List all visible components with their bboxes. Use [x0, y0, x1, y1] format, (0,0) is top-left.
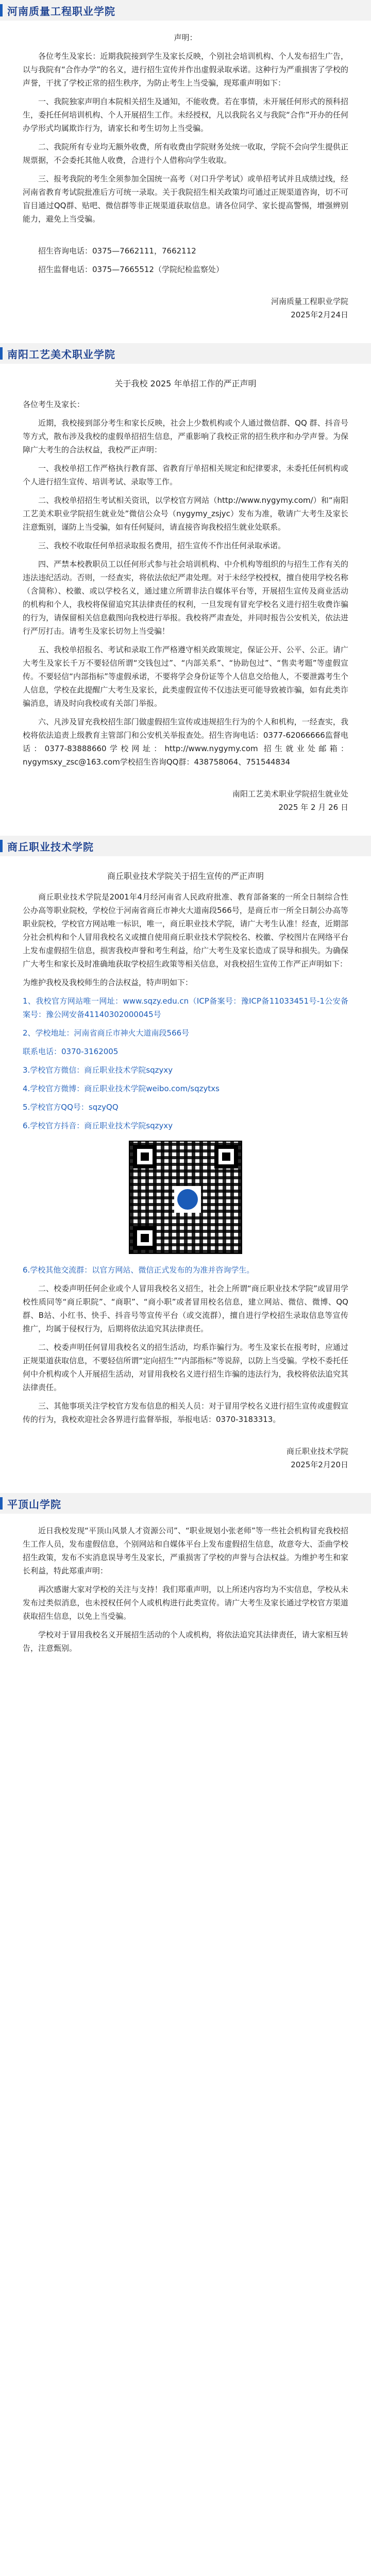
clause-1: 一、我校单招工作严格执行教育部、省教育厅单招相关规定和纪律要求，未委托任何机构或个人进行招生宣传、培训考试、录取等工作。	[23, 464, 348, 486]
clause-1: 二、校委声明任何企业或个人冒用我校名义招生，社会上所谓“商丘职业技术学院”或冒用学校性质同等“商丘职院”、“商职”、“商小职”或者冒用校名信息，建立网站、微信、微博、QQ群、B站、小红书、快手、抖音号等宣传平台（或交流群），擅自进行学校招生录取信息等宣传推广，均属于侵权行为，后期将依法追究其法律责任。	[23, 1284, 348, 1333]
intro-paragraph: 近期，我校接到部分考生和家长反映，社会上少数机构或个人通过微信群、QQ 群、抖音号等方式，散布涉及我校的虚假单招招生信息，严重影响了我校正常的招生秩序和办学声誉。为保障广大考生的合法权益，我校严正声明：	[23, 418, 348, 454]
clause-3: 三、其他事项关注学校官方发布信息的相关人员：对于冒用学校名义进行招生宣传或虚假宣传的行为，我校欢迎社会各界进行监督举报，举报电话：0370-3183313。	[23, 1401, 348, 1424]
sign-date: 2025年2月24日	[291, 310, 348, 319]
clause-2: 二、我院所有专业均无额外收费，所有收费由学院财务处统一收取，学院不会向学生提供正规票据，不会委托其他人收费，合进行个人借称向学生收取。	[23, 142, 348, 165]
clause-1: 一、我院独家声明自本院相关招生及通知，不能收费。若在事情，未开展任何形式的预科招生，委托任何培训机构、个人开展招生工作。未经授权，凡以我院名义与我院“合作”开办的任何办学形式均属欺诈行为，请家长和考生切勿上当受骗。	[23, 97, 348, 133]
section-title: 商丘职业技术学院	[7, 840, 94, 853]
signature: 河南质量工程职业学院	[271, 297, 348, 306]
section-header-4	[0, 1493, 371, 1514]
signature: 南阳工艺美术职业学院招生就业处	[232, 789, 348, 799]
clause-2: 二、校委声明任何冒用我校名义的招生活动，均系诈骗行为。考生及家长在报考时，应通过正规渠道获取信息，不要轻信所谓“定向招生”“内部指标”等说辞，以防上当受骗。学校不委托任何中介机构或个人开展招生活动，对冒用我校名义进行招生诈骗的违法行为，我校将依法追究其法律责任。	[23, 1343, 348, 1392]
section-header-1	[0, 0, 371, 21]
info-phone: 联系电话：0370-3162005	[23, 1047, 119, 1056]
paragraph-1: 近日我校发现“平顶山风景人才资源公司”、“职业规划小张老师”等一些社会机构冒充我校招生工作人员，发布虚假信息，个别网站和自媒体平台上发布虚假招生信息，故意夸大、歪曲学校招生政策，发布不实消息误导考生及家长，严重损害了学校的声誉与合法权益。为维护考生和家长利益，特此郑重声明：	[23, 1526, 348, 1575]
statement-shangqiu-zhiye	[0, 856, 371, 1486]
greeting: 各位考生及家长：	[23, 400, 85, 409]
clause-2: 二、我校单招招生考试相关资讯，以学校官方网站（http://www.nygymy.com/）和“南阳工艺美术职业学院招生就业处”微信公众号（nygymy_zsjyc）发布为准，敬请广大考生及家长注意甄别，谨防上当受骗，如有任何疑问，请直接咨询我校招生就业处联系。	[23, 496, 348, 532]
signature: 商丘职业技术学院	[286, 1447, 348, 1456]
phone-line-2: 招生监督电话：0375—7665512（学院纪检监察处）	[38, 265, 224, 274]
section-header-3	[0, 836, 371, 856]
pre-list-note: 为维护我校及我校师生的合法权益，特声明如下：	[23, 978, 193, 987]
info-qq: 5.学校官方QQ号：sqzyQQ	[23, 1103, 119, 1112]
info-address: 2、学校地址：河南省商丘市神火大道南段566号	[23, 1028, 190, 1038]
statement-pingdingshan	[0, 1514, 371, 1674]
doc-heading: 声明：	[174, 33, 197, 42]
paragraph-2: 再次感谢大家对学校的关注与支持！我们郑重声明，以上所述内容均为不实信息，学校从未发布过类似消息，也未授权任何个人或机构进行此类宣传。请广大考生及家长通过学校官方渠道获取招生信息，以免上当受骗。	[23, 1585, 348, 1621]
section-title: 南阳工艺美术职业学院	[7, 348, 115, 361]
phone-line-1: 招生咨询电话：0375—7662111，7662112	[38, 246, 196, 256]
clause-4: 四、严禁本校教职员工以任何形式参与社会培训机构、中介机构等组织的与招生工作有关的违法违纪活动。否则，一经查实，将依法依纪严肃处理。对于未经学校授权，擅自使用学校名称（含简称）、校徽、或以学校名义，通过建立所谓非法自媒体平台等，开展招生宣传及商业活动的机构和个人，我校将保留追究其法律责任的权利，一旦发现有冒充学校名义进行招生收费诈骗的行为，请保留相关信息截图向我校进行举报。我校将严肃查处，并同时报告公安机关，依法进行严厉打击。请考生及家长切勿上当受骗！	[23, 560, 348, 636]
section-header-2	[0, 343, 371, 364]
clause-3: 三、我校不收取任何单招录取报名费用，招生宣传不作出任何录取承诺。	[38, 541, 286, 550]
intro-paragraph: 各位考生及家长：近期我院接到学生及家长反映，个别社会培训机构、个人发布招生广告，以与我院有“合作办学”的名义，进行招生宣传并作出虚假录取承诺。这种行为严重损害了学校的声誉，干扰了学校正常的招生秩序，为防止考生上当受骗，现郑重声明如下：	[23, 52, 348, 88]
clause-5: 五、我校单招报名、考试和录取工作严格遵守相关政策规定，保证公开、公平、公正。请广大考生及家长千万不要轻信所谓“交钱包过”、“内部关系”、“协助包过”、“售卖考题”等虚假宣传。不要轻信“内部指标”等虚假承诺，不要将学会身份证等个人信息交给他人，不要泄露考生个人信息，学校在此提醒广大考生及家长，此类虚假宣传不仅违法更可能导致被诈骗，如有此类诈骗消息，请及时向我校或有关部门举报。	[23, 645, 348, 708]
info-weibo[interactable]: 4.学校官方微博：商丘职业技术学院weibo.com/sqzytxs	[23, 1084, 220, 1093]
intro-paragraph: 商丘职业技术学院是2001年4月经河南省人民政府批准、教育部备案的一所全日制综合性公办高等职业院校，学校位于河南省商丘市神火大道南段566号，是商丘市一所全日制公办高等职业院校，学校官方网站唯一标识，唯一，商丘职业技术学院，请广大考生认准！经查，近期部分社会机构和个人冒用我校名义或擅自使用商丘职业技术学院校名、校徽、学校图片在网络平台上发布虚假招生信息，损害我校声誉和考生利益，给广大考生及家长造成了误导和损失。为确保广大考生和家长及时准确地获取学校招生政策等相关信息，对我校招生宣传工作严正声明如下：	[23, 892, 348, 969]
clause-3: 三、报考我院的考生全须参加全国统一高考（对口升学考试）或单招考试并且成绩过线，经河南省教育考试院批准后方可统一录取。关于我院招生相关政策均可通过正规渠道咨询，切不可盲目通过QQ群、贴吧、微信群等非正规渠道获取信息。请各位同学、家长提高警惕，增强辨别能力，避免上当受骗。	[23, 174, 348, 224]
statement-henan-zhiliang	[0, 21, 371, 336]
clause-6: 六、凡涉及冒充我校招生部门做虚假招生宣传或违规招生行为的个人和机构，一经查实，我校将依法追责上级教育主管部门和公安机关举报查处。招生咨询电话：0377-62066666监督电话：0377-83888660学校网址：http://www.nygymy.com 招生就业处邮箱：nygymsxy_zsc@163.com学校招生咨询QQ群：438758064、751544834	[23, 717, 348, 767]
sign-date: 2025年2月20日	[291, 1460, 348, 1469]
mid-note: 6.学校其他交流群：以官方网站、微信正式发布的为准并咨询学生。	[23, 1265, 255, 1275]
info-website[interactable]: 1、我校官方网站唯一网址：www.sqzy.edu.cn（ICP备案号：豫ICP备11033451号-1公安备案号：豫公网安备41140302000045号	[23, 996, 348, 1019]
qr-code-icon	[129, 1141, 242, 1254]
sign-date: 2025 年 2 月 26 日	[278, 803, 348, 812]
paragraph-3: 学校对于冒用我校名义开展招生活动的个人或机构，将依法追究其法律责任，请大家相互转告，注意甄别。	[23, 1630, 348, 1653]
info-wechat: 3.学校官方微信：商丘职业技术学院sqzyxy	[23, 1065, 173, 1075]
section-title: 河南质量工程职业学院	[7, 5, 115, 18]
statement-nanyang-gongyi	[0, 364, 371, 828]
doc-title: 关于我校 2025 年单招工作的严正声明	[114, 379, 257, 388]
info-douyin: 6.学校官方抖音：商丘职业技术学院sqzyxy	[23, 1121, 173, 1130]
doc-title: 商丘职业技术学院关于招生宣传的严正声明	[107, 871, 264, 881]
section-title: 平顶山学院	[7, 1498, 61, 1511]
